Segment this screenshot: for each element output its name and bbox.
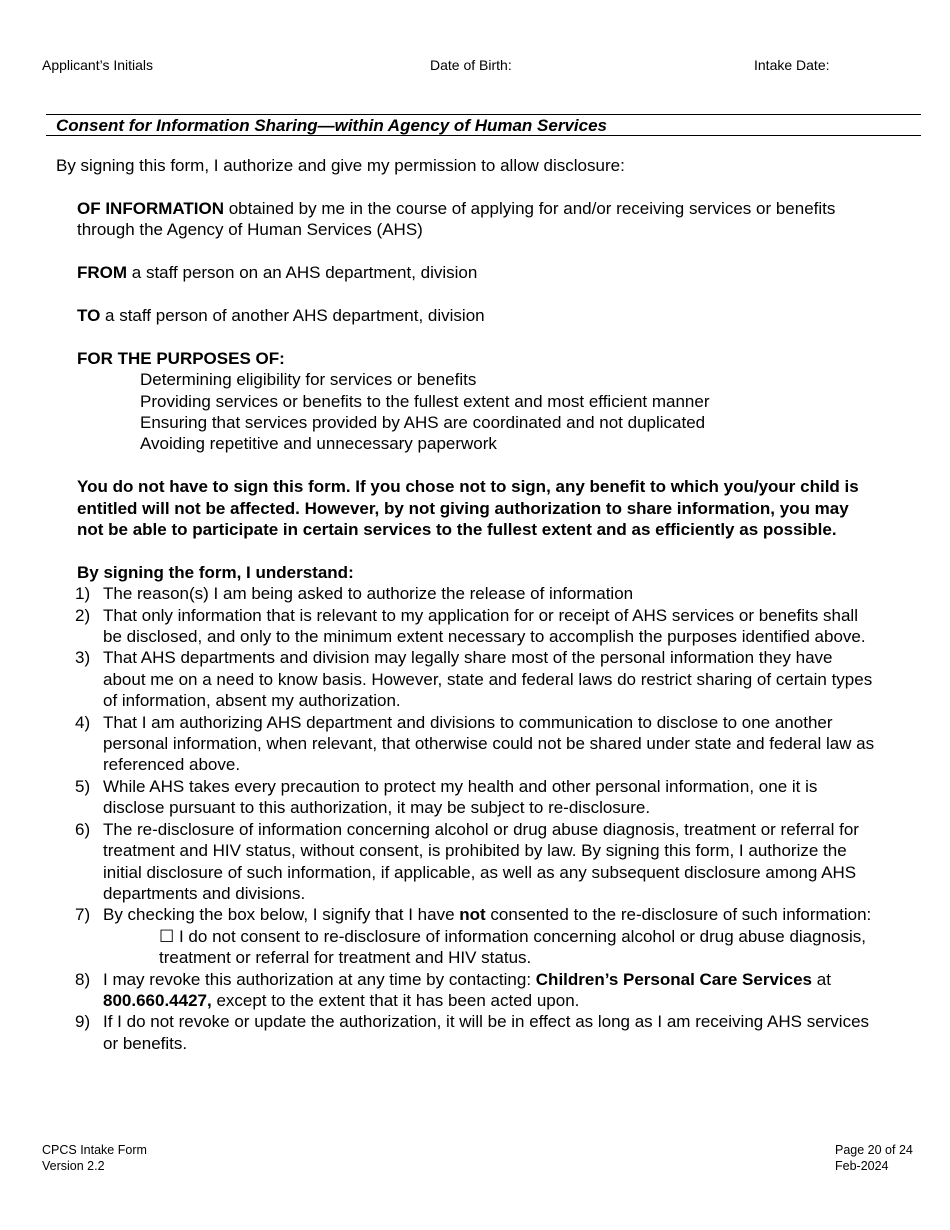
page-number: Page 20 of 24: [835, 1143, 913, 1157]
list-text: except to the extent that it has been acted upon.: [211, 990, 580, 1010]
list-text: If I do not revoke or update the authorization, it will be in effect as long as I am receiving AHS services or benefits.: [103, 1012, 870, 1053]
list-number: 8): [75, 969, 91, 989]
list-item: [75, 969, 875, 1012]
to-paragraph: [77, 305, 877, 326]
to-label: TO: [77, 306, 101, 325]
of-information-paragraph: [77, 198, 877, 241]
list-number: 2): [75, 605, 91, 625]
list-text: The re-disclosure of information concerning alcohol or drug abuse diagnosis, treatment or referral for treatment and HIV status, without consent, is prohibited by law. By signing this form, I authorize the initial disclosure of such information, if applicable, as well as any subsequent disclosure among AHS departments and divisions.: [103, 819, 859, 903]
list-item: [75, 904, 875, 968]
intro-text: By signing this form, I authorize and give my permission to allow disclosure:: [56, 156, 625, 175]
applicant-initials-label: Applicant’s Initials: [42, 57, 154, 73]
purposes-heading: FOR THE PURPOSES OF:: [77, 348, 285, 368]
list-item: [75, 776, 875, 819]
purpose-item: Determining eligibility for services or benefits: [140, 370, 477, 390]
list-item: [75, 583, 875, 604]
no-redisclosure-text: I do not consent to re-disclosure of information concerning alcohol or drug abuse diagnosis, treatment or referral for treatment and HIV status.: [159, 926, 866, 968]
agency-name: Children’s Personal Care Services: [535, 969, 813, 989]
understand-heading: By signing the form, I understand:: [77, 562, 354, 582]
list-text: That I am authorizing AHS department and divisions to communication to disclose to one another personal information, when relevant, that otherwise could not be shared under state and federal law as referenced above.: [103, 712, 875, 775]
from-label: FROM: [77, 263, 128, 283]
section-title-bar: [46, 114, 921, 136]
list-item: [75, 647, 875, 711]
purpose-item: Providing services or benefits to the fullest extent and most efficient manner: [140, 391, 710, 411]
list-number: 3): [75, 648, 91, 668]
list-item: [75, 819, 875, 905]
no-redisclosure-option: [103, 926, 875, 969]
of-information-label: OF INFORMATION: [77, 199, 224, 218]
to-text: a staff person of another AHS department, division: [100, 306, 485, 325]
purpose-item: Avoiding repetitive and unnecessary paperwork: [140, 434, 497, 454]
not-required-warning: You do not have to sign this form. If you chose not to sign, any benefit to which you/your child is entitled will not be affected. However, by not giving authorization to share information, you may not be able to participate in certain services to the fullest extent and as efficiently as possible.: [77, 477, 859, 540]
list-number: 5): [75, 776, 91, 796]
list-text: I may revoke this authorization at any time by contacting:: [103, 969, 536, 989]
list-item: [75, 605, 875, 648]
list-text: That AHS departments and division may legally share most of the personal information they have about me on a need to know basis. However, state and federal laws do restrict sharing of certain types of information, absent my authorization.: [103, 648, 873, 711]
footer-right: [835, 1142, 913, 1174]
form-version: Version 2.2: [42, 1159, 105, 1173]
list-text: By checking the box below, I signify that I have: [103, 905, 460, 925]
list-item: [75, 712, 875, 776]
list-text: While AHS takes every precaution to protect my health and other personal information, one it is disclose pursuant to this authorization, it may be subject to re-disclosure.: [103, 776, 818, 818]
from-text: a staff person on an AHS department, division: [127, 263, 478, 283]
from-paragraph: [77, 262, 877, 283]
list-number: 1): [75, 584, 91, 604]
section-title: Consent for Information Sharing—within Agency of Human Services: [56, 116, 607, 135]
list-text: consented to the re-disclosure of such information:: [485, 905, 872, 925]
list-text: The reason(s) I am being asked to authorize the release of information: [103, 584, 634, 604]
consent-body: [77, 198, 877, 1054]
form-name: CPCS Intake Form: [42, 1143, 147, 1157]
list-number: 4): [75, 712, 91, 732]
form-date: Feb-2024: [835, 1159, 889, 1173]
list-number: 6): [75, 819, 91, 839]
not-emphasis: not: [459, 905, 486, 925]
list-item: [75, 1011, 875, 1054]
agency-phone: 800.660.4427,: [103, 990, 212, 1010]
list-text: That only information that is relevant to my application for or receipt of AHS services or benefits shall be disclosed, and only to the minimum extent necessary to accomplish the purposes identified above.: [103, 605, 866, 647]
understand-list: [77, 583, 877, 1054]
intake-date-label: Intake Date:: [754, 57, 830, 73]
list-number: 7): [75, 905, 91, 925]
footer-left: [42, 1142, 147, 1174]
of-information-text: obtained by me in the course of applying for and/or receiving services or benefits through the Agency of Human Services (AHS): [77, 199, 836, 240]
date-of-birth-label: Date of Birth:: [430, 57, 512, 73]
list-number: 9): [75, 1012, 91, 1032]
list-text: at: [812, 969, 831, 989]
no-redisclosure-checkbox[interactable]: ☐: [159, 926, 175, 946]
purpose-item: Ensuring that services provided by AHS are coordinated and not duplicated: [140, 413, 706, 433]
